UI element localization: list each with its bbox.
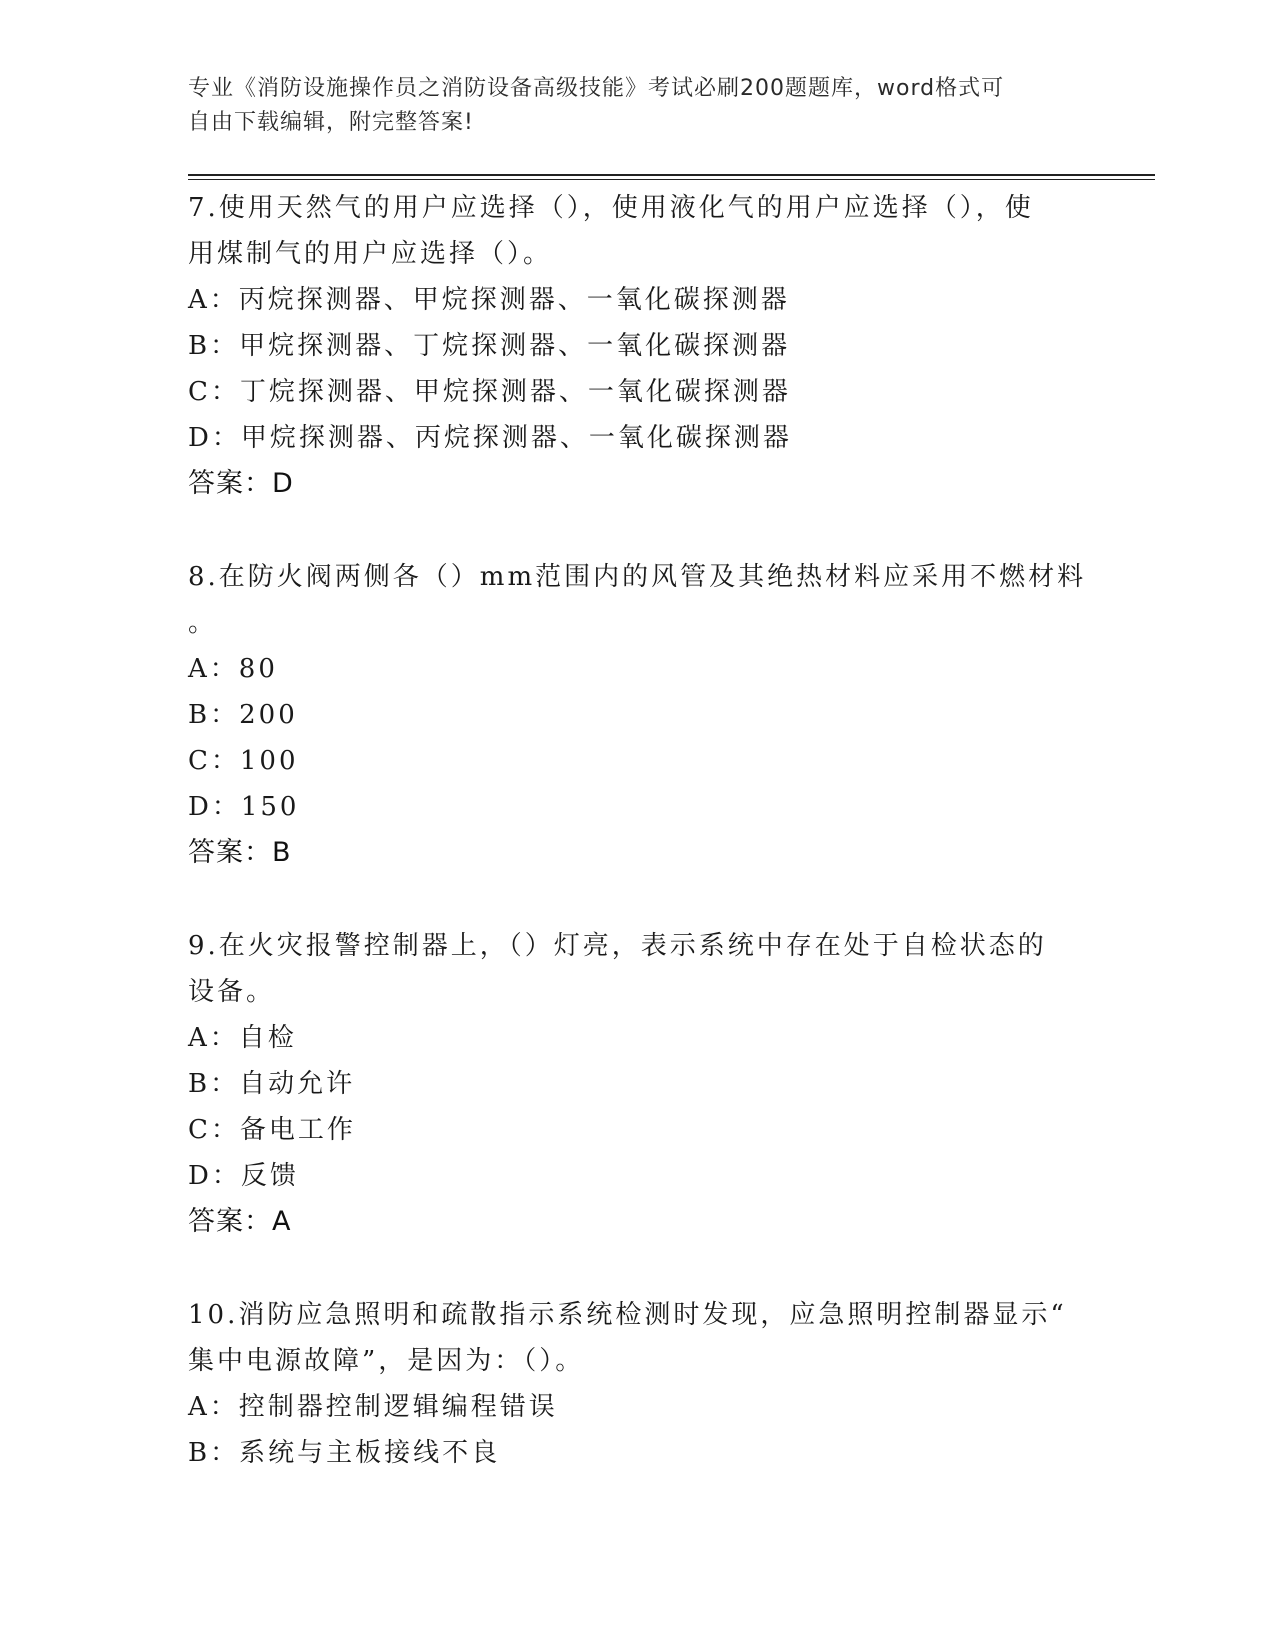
document-header xyxy=(188,72,1088,140)
question-10 xyxy=(188,1292,1068,1476)
option-d: D：150 xyxy=(188,792,300,822)
answer: 答案：D xyxy=(188,468,294,499)
question-text-line: 8.在防火阀两侧各（）mm范围内的风管及其绝热材料应采用不燃材料 xyxy=(188,562,1087,592)
header-line-1: 专业《消防设施操作员之消防设备高级技能》考试必刷200题题库，word格式可 xyxy=(188,76,1005,101)
option-b: B：自动允许 xyxy=(188,1069,356,1099)
option-a: A：自检 xyxy=(188,1023,297,1053)
question-8 xyxy=(188,554,1087,876)
header-line-2: 自由下载编辑，附完整答案! xyxy=(188,110,474,135)
option-b: B：200 xyxy=(188,700,298,730)
question-text-line: 用煤制气的用户应选择（）。 xyxy=(188,239,553,269)
question-text-line: 设备。 xyxy=(188,977,276,1007)
option-c: C：100 xyxy=(188,746,299,776)
option-b: B：系统与主板接线不良 xyxy=(188,1438,501,1468)
question-text-line: 10.消防应急照明和疏散指示系统检测时发现，应急照明控制器显示“ xyxy=(188,1300,1067,1330)
option-d: D：反馈 xyxy=(188,1161,299,1191)
option-a: A：控制器控制逻辑编程错误 xyxy=(188,1392,558,1422)
question-7 xyxy=(188,185,1068,507)
option-b: B：甲烷探测器、丁烷探测器、一氧化碳探测器 xyxy=(188,331,791,361)
answer: 答案：A xyxy=(188,1206,292,1237)
header-divider-top xyxy=(188,174,1155,176)
question-list xyxy=(188,185,1087,1523)
question-text-line: 9.在火灾报警控制器上，（）灯亮，表示系统中存在处于自检状态的 xyxy=(188,931,1047,961)
question-text-line: 集中电源故障”，是因为：（）。 xyxy=(188,1346,585,1376)
option-a: A：80 xyxy=(188,654,278,684)
question-9 xyxy=(188,923,1068,1245)
question-text-line: 。 xyxy=(188,608,218,638)
option-c: C：备电工作 xyxy=(188,1115,356,1145)
option-a: A：丙烷探测器、甲烷探测器、一氧化碳探测器 xyxy=(188,285,790,315)
answer: 答案：B xyxy=(188,837,292,868)
question-text-line: 7.使用天然气的用户应选择（），使用液化气的用户应选择（），使 xyxy=(188,193,1034,223)
option-c: C：丁烷探测器、甲烷探测器、一氧化碳探测器 xyxy=(188,377,791,407)
header-divider-bottom xyxy=(188,179,1155,180)
option-d: D：甲烷探测器、丙烷探测器、一氧化碳探测器 xyxy=(188,423,792,453)
